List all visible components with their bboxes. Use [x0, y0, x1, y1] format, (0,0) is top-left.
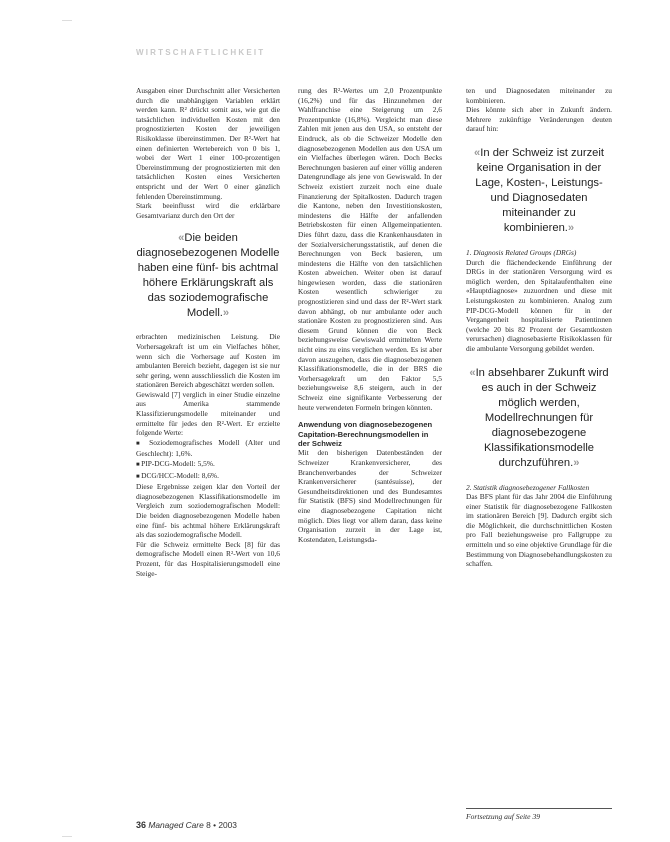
- quote-close-mark: »: [567, 221, 575, 234]
- column-2: [298, 86, 442, 544]
- page-number: 36: [136, 820, 147, 830]
- paragraph: Ausgaben einer Durchschnitt aller Versicherten durch die unabhängigen Variablen erklärt werden kann. R² drückt somit aus, wie gut die tatsächlichen individuellen Kosten mit den prognostizierten Kosten der jeweiligen Risikoklasse übereinstimmen. Der R²-Wert hat einen definierten Wertebereich von 0 bis 1, wobei der Wert 1 einer 100-prozentigen Übereinstimmung der prognostizierten mit den tatsächlichen Kosten eines Versicherten entspricht und der Wert 0 einer gänzlich fehlenden Übereinstimmung.: [136, 86, 280, 201]
- continuation-rule: [466, 808, 612, 809]
- list-item: ■ DCG/HCC-Modell: 8,6%.: [136, 471, 280, 483]
- paragraph: Das BFS plant für das Jahr 2004 die Einführung einer Statistik für diagnosebezogene Fallkosten im stationären Bereich [9]. Dadurch ergibt sich die Möglichkeit, die durchschnittlichen Kosten pro Fall beziehungsweise pro Fallgruppe zu ermitteln und so eine objektive Grundlage für die Bestimmung von Diagnosebehandlungskosten zu schaffen.: [466, 492, 612, 569]
- pull-quote: [466, 146, 612, 236]
- quote-close-mark: »: [222, 307, 230, 320]
- journal-name: Managed Care: [148, 820, 204, 830]
- paragraph: Dies könnte sich aber in Zukunft ändern. Mehrere zukünftige Veränderungen deuten darauf hin:: [466, 105, 612, 134]
- results-list: [136, 438, 280, 482]
- page-footer: [136, 820, 237, 830]
- quote-open-mark: «: [178, 232, 185, 245]
- pull-quote-text: Die beiden diagnosebezogenen Modelle haben eine fünf- bis achtmal höhere Erklärungskraft als das soziodemografische Modell.: [136, 232, 280, 320]
- paragraph: ten und Diagnosedaten miteinander zu kombinieren.: [466, 86, 612, 105]
- paragraph: Diese Ergebnisse zeigen klar den Vorteil der diagnosebezogenen Klassifikationsmodelle im Vergleich zum soziodemografischen Modell: Die beiden diagnosebezogenen Modelle haben eine fünf- bis achtmal höhere Erklärungskraft als das soziodemografische Modell.: [136, 482, 280, 540]
- paragraph: Mit den bisherigen Datenbeständen der Schweizer Krankenversicherer, des Branchenverbandes der Schweizer Krankenversicherer (santésuisse), der Gesundheitsdirektionen und des Bundesamtes für Statistik (BFS) sind Modellrechnungen für eine diagnosebezogene Capitation nicht möglich. Dies liegt vor allem daran, dass keine Organisation zurzeit in der Lage ist, Kostendaten, Leistungsda-: [298, 448, 442, 544]
- numbered-heading: 2. Statistik diagnosebezogener Fallkosten: [466, 482, 590, 492]
- paragraph: erbrachten medizinischen Leistung. Die Vorhersagekraft ist um ein Vielfaches höher, wenn sich die Vorhersage auf Kosten im ambulanten Bereich bezieht, dagegen ist sie nur sehr gering, wenn ausschliesslich die Kosten im stationären Bereich abgeschätzt werden sollen.: [136, 332, 280, 390]
- quote-open-mark: «: [474, 146, 481, 159]
- continuation-note: Fortsetzung auf Seite 39: [466, 812, 541, 821]
- pull-quote: [136, 231, 280, 321]
- paragraph: Gewiswald [7] verglich in einer Studie einzelne aus Amerika stammende Klassifizierungsmodelle miteinander und ermittelte für jedes den R²-Wert. Er erzielte folgende Werte:: [136, 389, 280, 438]
- numbered-heading: 1. Diagnosis Related Groups (DRGs): [466, 247, 577, 257]
- paragraph: rung des R²-Wertes um 2,0 Prozentpunkte (16,2%) und für das Hinzunehmen der Wahlfranchise eine Steigerung um 2,6 Prozentpunkte (16,8%). Vergleicht man diese Zahlen mit jenen aus den USA, so entsteht der Eindruck, als ob die Schweizer Modelle den diagnosebezogenen Modellen aus den USA um ein Vielfaches überlegen wären. Doch Becks Berechnungen basieren auf einer völlig anderen Datengrundlage als jene von Gewiswald. In der Schweiz existiert zurzeit noch eine duale Finanzierung der Spitalkosten. Dadurch tragen die Kantone, neben den Investitionskosten, mindestens die Hälfte der anfallenden Betriebskosten für einen Allgemeinpatienten. Dies führt dazu, dass die Krankenhausdaten in der Sozialversicherungsstatistik, auf denen die Berechnungen von Beck basieren, um mindestens die Hälfte von den tatsächlichen Kosten abweichen. Weiter oben ist darauf hingewiesen worden, dass die stationären Kosten wesentlich schwieriger zu prognostizieren sind und dass der R²-Wert stark davon abhängt, ob nur ambulante oder auch stationäre Kosten zu prognostizieren sind. Aus diesem Grund können die von Beck beziehungsweise Gewiswald ermittelten Werte nicht eins zu eins verglichen werden. Es ist aber davon auszugehen, dass die diagnosebezogenen Klassifikationsmodelle, die in der BRS die Vorhersagekraft um den Faktor 5,5 beziehungsweise 8,6 steigern, auch in der Schweiz eine signifikante Verbesserung der heute verwendeten Formeln bringen könnten.: [298, 86, 442, 412]
- column-1: [136, 86, 280, 578]
- paragraph: Für die Schweiz ermittelte Beck [8] für das demografische Modell einen R²-Wert von 10,6 Prozent, für das Hospitalisierungsmodell eine Steige-: [136, 539, 280, 578]
- section-subheading: Anwendung von diagnosebezogenen Capitation-Berechnungsmodellen in der Schweiz: [298, 420, 433, 448]
- list-item: ■ PIP-DCG-Modell: 5,5%.: [136, 459, 280, 471]
- pull-quote-text: In absehbarer Zukunft wird es auch in der Schweiz möglich werden, Modellrechnungen für diagnosebezogene Klassifikationsmodelle durchzuführen.: [475, 366, 609, 469]
- paragraph: Durch die flächendeckende Einführung der DRGs in der stationären Versorgung wird es möglich werden, den Spitalaufenthalten eine «Hauptdiagnose» zuzuordnen und diese mit Leistungskosten zu kombinieren. Analog zum PIP-DCG-Modell können für in der Vergangenheit hospitalisierte Patientinnen (welche 20 bis 82 Prozent der Gesamtkosten verursachen) diagnosebasierte Risikoklassen für die ambulante Versorgung gebildet werden.: [466, 257, 612, 353]
- paragraph: Stark beeinflusst wird die erklärbare Gesamtvarianz durch den Ort der: [136, 201, 280, 220]
- quote-open-mark: «: [469, 366, 476, 379]
- pull-quote-text: In der Schweiz ist zurzeit keine Organisation in der Lage, Kosten-, Leistungs- und Diagnosedaten miteinander zu kombinieren.: [475, 146, 604, 234]
- section-header: WIRTSCHAFTLICHKEIT: [136, 48, 266, 57]
- quote-close-mark: »: [573, 456, 580, 469]
- pull-quote: [466, 366, 612, 471]
- column-3: [466, 86, 612, 569]
- issue-number: 8 • 2003: [206, 820, 237, 830]
- list-item: ■ Soziodemografisches Modell (Alter und Geschlecht): 1,6%.: [136, 438, 280, 459]
- margin-tick-marks: [62, 0, 74, 842]
